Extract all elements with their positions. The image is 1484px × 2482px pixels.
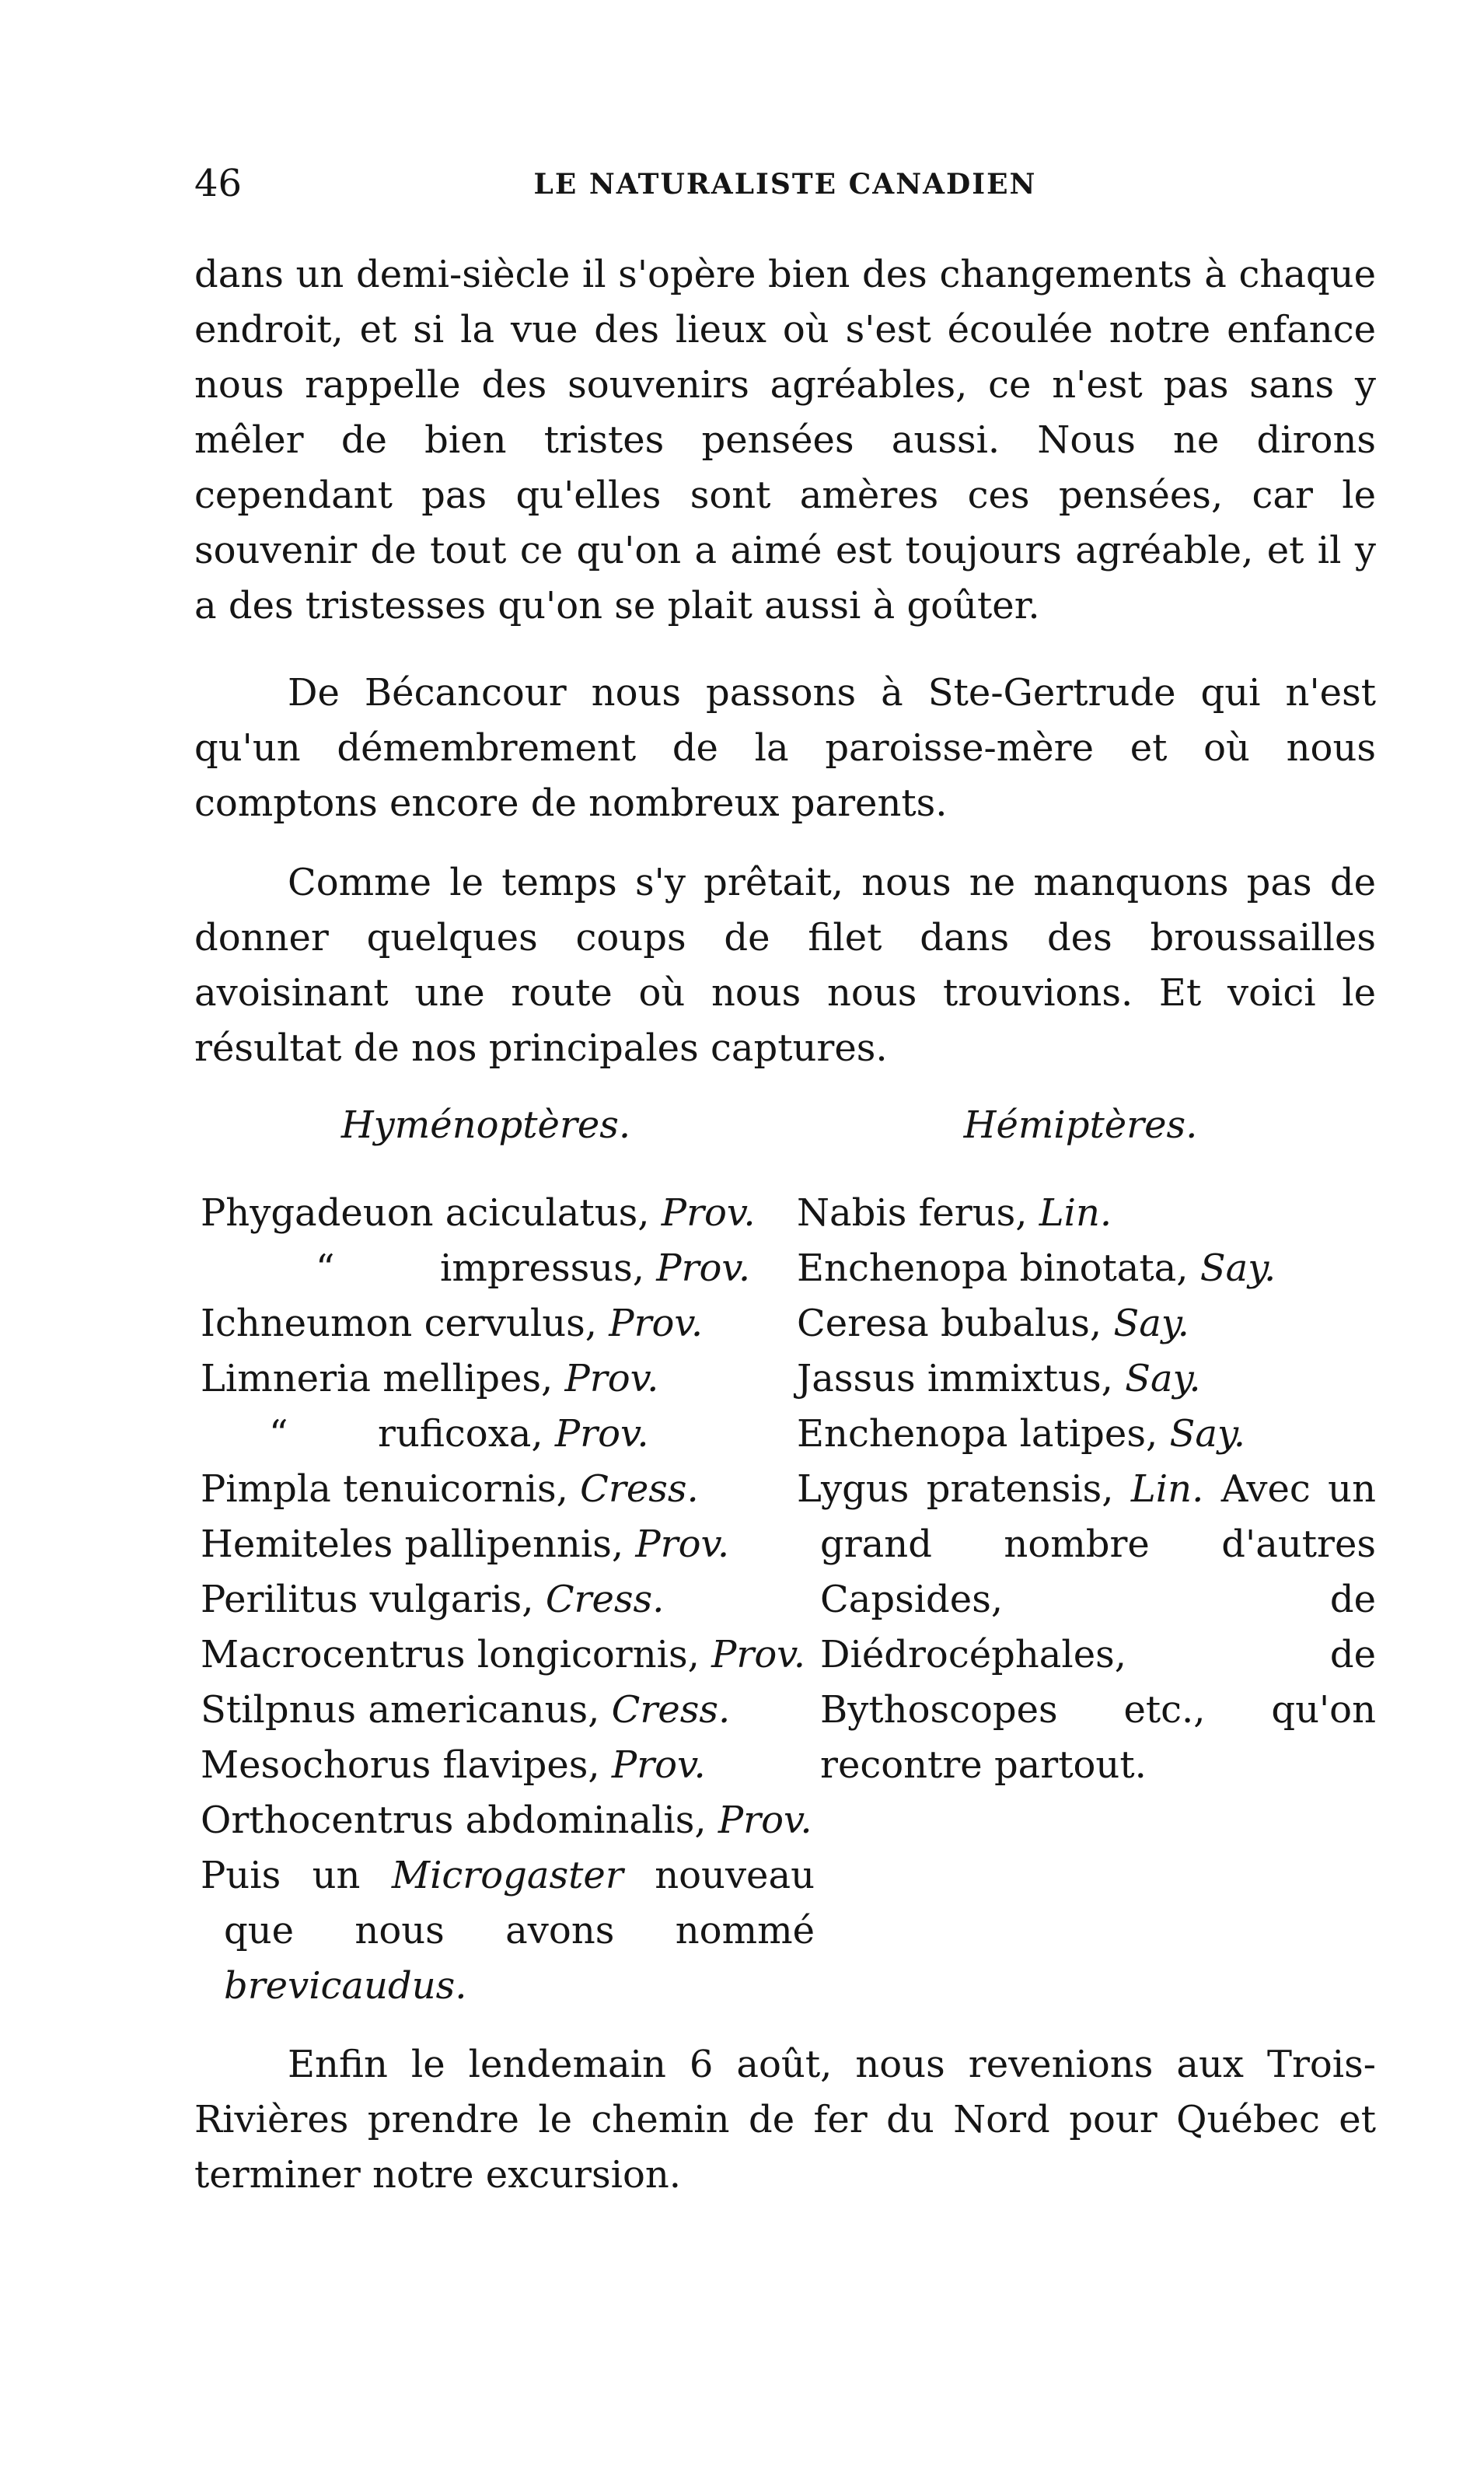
- list-item: [201, 1627, 815, 1683]
- list-item: [201, 1186, 815, 1241]
- heading-hymenopteres: Hyménoptères.: [340, 1103, 631, 1147]
- species-author: Say.: [1113, 1302, 1189, 1345]
- ditto-mark: “: [269, 1412, 288, 1456]
- species-name: Ichneumon cervulus,: [201, 1302, 609, 1345]
- page-header: [194, 162, 1376, 216]
- list-item: [201, 1241, 815, 1296]
- species-name: Nabis ferus,: [797, 1191, 1039, 1235]
- species-author: Prov.: [711, 1633, 805, 1676]
- species-author: Cress.: [580, 1467, 699, 1511]
- paragraph-captures-intro: Comme le temps s'y prêtait, nous ne manquons pas de donner quelques coups de filet dans des broussailles avoisinant une route où nous nous trouvions. Et voici le résultat de nos principales captures.: [194, 861, 1376, 1070]
- paragraph-memories: dans un demi-siècle il s'opère bien des changements à chaque endroit, et si la vue des lieux où s'est écoulée notre enfance nous rappelle des souvenirs agréables, ce n'est pas sans y mêler de bien tristes pensées aussi. Nous ne dirons cependant pas qu'elles sont amères ces pensées, car le souvenir de tout ce qu'on a aimé est toujours agréable, et il y a des tristesses qu'on se plait aussi à goûter.: [194, 253, 1376, 627]
- species-name: Limneria mellipes,: [201, 1357, 565, 1400]
- list-item: [201, 1572, 815, 1627]
- list-item: [797, 1296, 1376, 1351]
- species-name: Pimpla tenuicornis,: [201, 1467, 581, 1511]
- species-author: Lin.: [1039, 1191, 1112, 1235]
- list-item: [201, 1407, 815, 1462]
- ditto-mark: “: [316, 1246, 335, 1290]
- list-item-microgaster: [201, 1848, 815, 2014]
- list-item-lygus: [797, 1462, 1376, 1793]
- species-author: Prov.: [564, 1357, 659, 1400]
- hymenopteres-list: [201, 1186, 815, 2014]
- species-name: Macrocentrus longicornis,: [201, 1633, 712, 1676]
- species-author: Say.: [1169, 1412, 1245, 1456]
- species-new-name: brevicaudus.: [224, 1964, 467, 2008]
- species-name: Jassus immixtus,: [797, 1357, 1126, 1400]
- list-item: [201, 1351, 815, 1407]
- species-name: Mesochorus flavipes,: [201, 1743, 612, 1787]
- species-name: Phygadeuon aciculatus,: [201, 1191, 662, 1235]
- paragraph-ste-gertrude: De Bécancour nous passons à Ste-Gertrude qui n'est qu'un démembrement de la paroisse-mère et où nous comptons encore de nombreux parents.: [194, 671, 1376, 825]
- list-item: [201, 1517, 815, 1572]
- species-author: Say.: [1125, 1357, 1201, 1400]
- species-author: Prov.: [611, 1743, 706, 1787]
- species-author: Prov.: [609, 1302, 704, 1345]
- species-author: Cress.: [545, 1578, 665, 1621]
- list-item: [201, 1296, 815, 1351]
- species-author: Prov.: [554, 1412, 649, 1456]
- list-item: [201, 1683, 815, 1738]
- hemipteres-list: [797, 1186, 1376, 1793]
- list-item: [797, 1351, 1376, 1407]
- running-title: LE NATURALISTE CANADIEN: [533, 168, 1037, 201]
- species-author: Prov.: [656, 1246, 751, 1290]
- species-name: Stilpnus americanus,: [201, 1688, 612, 1732]
- species-name: Lygus pratensis,: [797, 1467, 1131, 1511]
- closing-text: Avec un grand nombre d'autres Capsides, de Diédrocéphales, de Bythoscopes etc., qu'on recontre partout.: [820, 1467, 1376, 1787]
- species-name: Ceresa bubalus,: [797, 1302, 1114, 1345]
- paragraph-return: Enfin le lendemain 6 août, nous revenions aux Trois-Rivières prendre le chemin de fer du Nord pour Québec et terminer notre excursion.: [194, 2043, 1376, 2197]
- species-name: Orthocentrus abdominalis,: [201, 1799, 718, 1842]
- page-number: 46: [194, 162, 243, 205]
- species-author: Prov.: [661, 1191, 756, 1235]
- closing-text-before: Puis un: [201, 1854, 392, 1897]
- species-name: ruficoxa,: [378, 1412, 555, 1456]
- species-author: Lin.: [1130, 1467, 1204, 1511]
- list-item: [797, 1241, 1376, 1296]
- species-name: Perilitus vulgaris,: [201, 1578, 546, 1621]
- list-item: [797, 1186, 1376, 1241]
- species-author: Prov.: [718, 1799, 812, 1842]
- genus-name: Microgaster: [391, 1854, 623, 1897]
- species-author: Say.: [1199, 1246, 1276, 1290]
- species-name: Enchenopa latipes,: [797, 1412, 1170, 1456]
- list-item: [201, 1793, 815, 1848]
- species-name: impressus,: [440, 1246, 657, 1290]
- species-author: Prov.: [635, 1522, 730, 1566]
- list-item: [201, 1462, 815, 1517]
- list-item: [797, 1407, 1376, 1462]
- closing-text-middle: nouveau que nous avons nommé: [224, 1854, 815, 1952]
- species-name: Enchenopa binotata,: [797, 1246, 1200, 1290]
- species-author: Cress.: [611, 1688, 731, 1732]
- heading-hemipteres: Hémiptères.: [963, 1103, 1198, 1147]
- list-item: [201, 1738, 815, 1793]
- species-name: Hemiteles pallipennis,: [201, 1522, 636, 1566]
